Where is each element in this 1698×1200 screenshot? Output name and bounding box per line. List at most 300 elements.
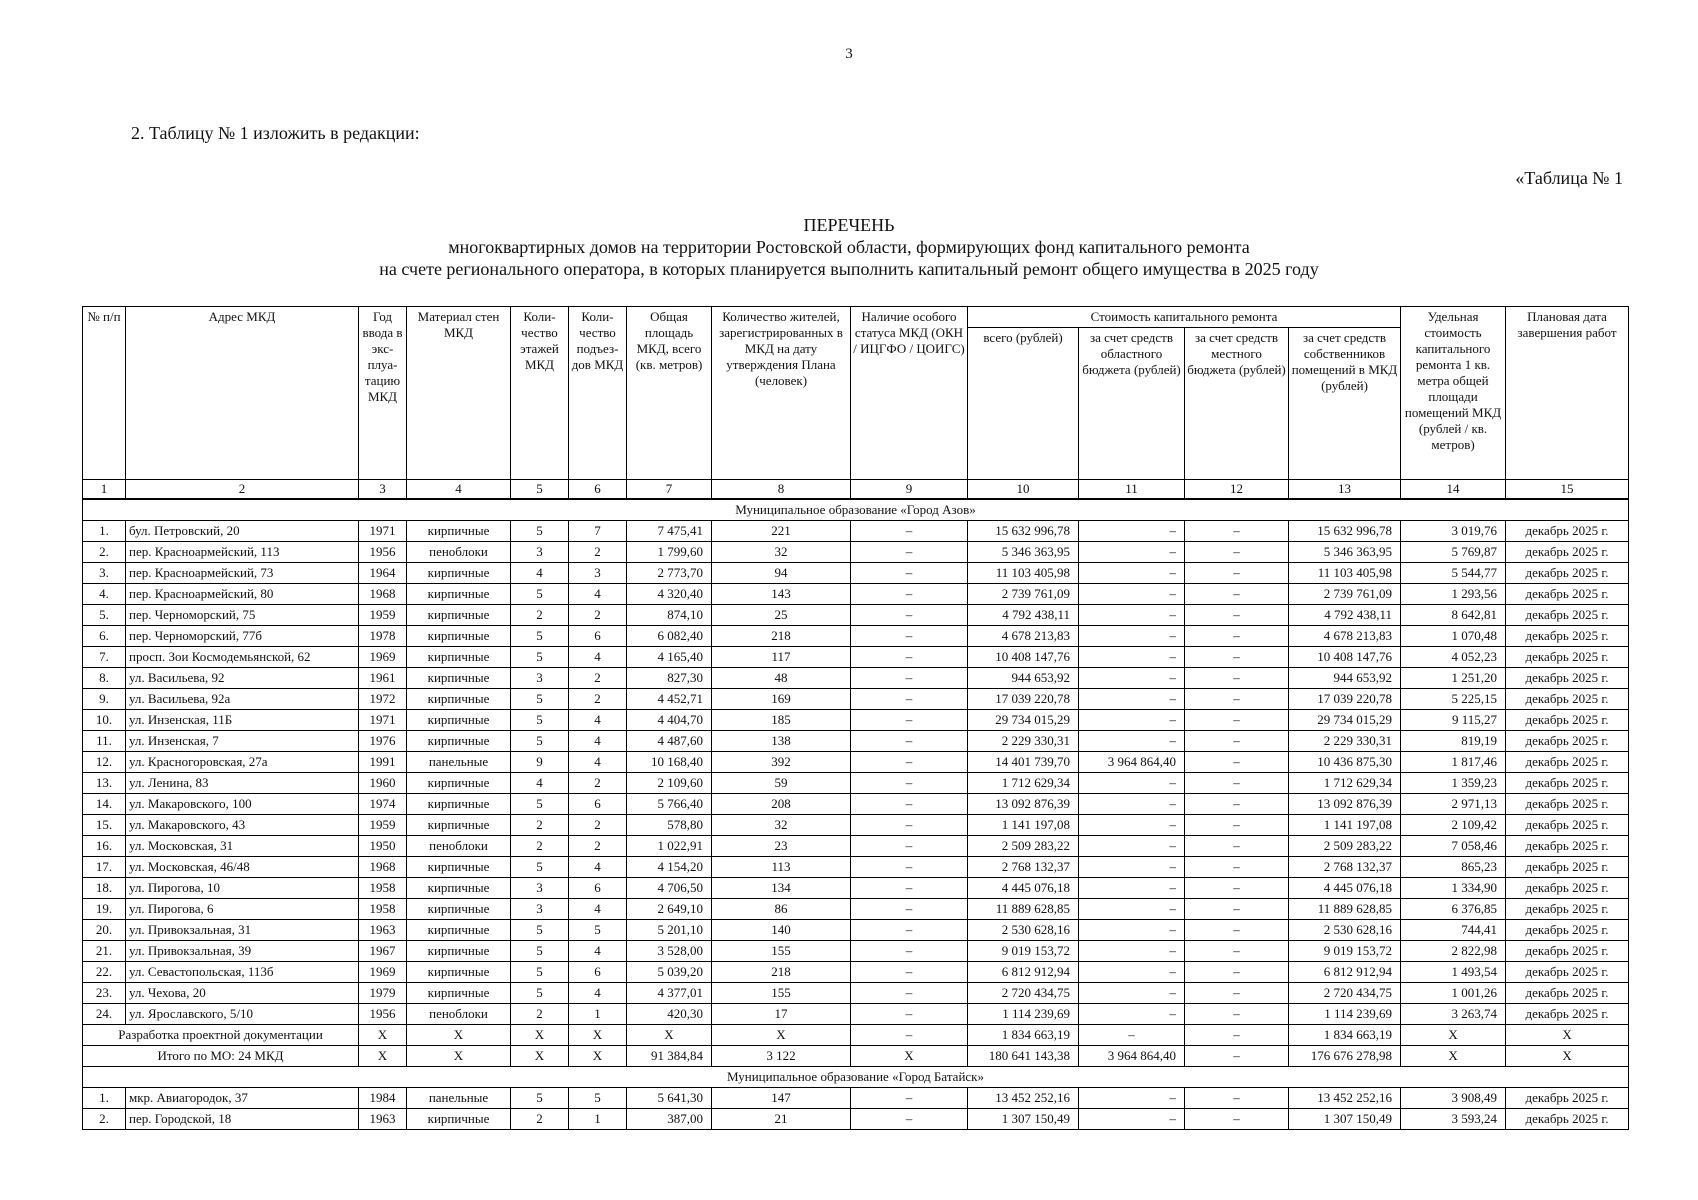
cell-cost-total: 2 720 434,75: [968, 983, 1079, 1004]
cell-residents: 59: [712, 773, 851, 794]
cell-cost-owners: 10 408 147,76: [1289, 647, 1401, 668]
cell-special-status: –: [851, 773, 968, 794]
cell-address: ул. Чехова, 20: [126, 983, 359, 1004]
cell-completion-date: декабрь 2025 г.: [1506, 626, 1629, 647]
summary-cell-year-built: X: [359, 1025, 407, 1046]
cell-address: ул. Пирогова, 10: [126, 878, 359, 899]
cell-cost-local: –: [1185, 920, 1289, 941]
cell-entrances: 4: [569, 752, 627, 773]
header-area: Общая площадь МКД, всего (кв. метров): [627, 307, 712, 480]
cell-residents: 155: [712, 941, 851, 962]
header-cost-local: за счет средств местного бюджета (рублей): [1185, 328, 1289, 480]
document-title: [0, 214, 1698, 280]
cell-unit-cost: 4 052,23: [1401, 647, 1506, 668]
cell-unit-cost: 2 971,13: [1401, 794, 1506, 815]
cell-entrances: 2: [569, 815, 627, 836]
cell-cost-local: –: [1185, 878, 1289, 899]
cell-residents: 155: [712, 983, 851, 1004]
cell-entrances: 4: [569, 857, 627, 878]
cell-address: ул. Пирогова, 6: [126, 899, 359, 920]
cell-row-number: 2.: [83, 1109, 126, 1130]
cell-cost-regional: –: [1079, 710, 1185, 731]
cell-special-status: –: [851, 1109, 968, 1130]
cell-cost-local: –: [1185, 689, 1289, 710]
column-number: 15: [1506, 480, 1629, 500]
cell-cost-owners: 9 019 153,72: [1289, 941, 1401, 962]
cell-year-built: 1971: [359, 521, 407, 542]
column-number: 11: [1079, 480, 1185, 500]
cell-unit-cost: 7 058,46: [1401, 836, 1506, 857]
cell-entrances: 4: [569, 731, 627, 752]
cell-cost-total: 13 092 876,39: [968, 794, 1079, 815]
cell-cost-owners: 944 653,92: [1289, 668, 1401, 689]
cell-total-area: 1 022,91: [627, 836, 712, 857]
cell-cost-total: 2 530 628,16: [968, 920, 1079, 941]
cell-cost-regional: –: [1079, 689, 1185, 710]
cell-total-area: 874,10: [627, 605, 712, 626]
cell-floors: 3: [511, 542, 569, 563]
summary-label: Итого по МО: 24 МКД: [83, 1046, 359, 1067]
cell-cost-owners: 6 812 912,94: [1289, 962, 1401, 983]
table-body: [83, 499, 1629, 1130]
column-number: 4: [407, 480, 511, 500]
cell-residents: 218: [712, 962, 851, 983]
cell-unit-cost: 3 908,49: [1401, 1088, 1506, 1109]
cell-cost-local: –: [1185, 521, 1289, 542]
summary-row: [83, 1046, 1629, 1067]
table-row: [83, 752, 1629, 773]
cell-residents: 94: [712, 563, 851, 584]
cell-cost-total: 11 889 628,85: [968, 899, 1079, 920]
cell-cost-total: 1 307 150,49: [968, 1109, 1079, 1130]
cell-residents: 32: [712, 542, 851, 563]
cell-cost-regional: –: [1079, 563, 1185, 584]
cell-floors: 5: [511, 962, 569, 983]
table-row: [83, 521, 1629, 542]
cell-floors: 3: [511, 899, 569, 920]
cell-cost-total: 2 768 132,37: [968, 857, 1079, 878]
cell-year-built: 1958: [359, 878, 407, 899]
summary-cell-special-status: –: [851, 1025, 968, 1046]
table-row: [83, 542, 1629, 563]
cell-entrances: 4: [569, 899, 627, 920]
cell-floors: 5: [511, 689, 569, 710]
cell-completion-date: декабрь 2025 г.: [1506, 668, 1629, 689]
cell-row-number: 15.: [83, 815, 126, 836]
cell-entrances: 2: [569, 605, 627, 626]
cell-floors: 9: [511, 752, 569, 773]
cell-completion-date: декабрь 2025 г.: [1506, 647, 1629, 668]
cell-completion-date: декабрь 2025 г.: [1506, 836, 1629, 857]
cell-total-area: 387,00: [627, 1109, 712, 1130]
cell-residents: 140: [712, 920, 851, 941]
cell-residents: 147: [712, 1088, 851, 1109]
cell-cost-total: 11 103 405,98: [968, 563, 1079, 584]
summary-cell-cost-local: –: [1185, 1025, 1289, 1046]
cell-wall-material: кирпичные: [407, 815, 511, 836]
cell-year-built: 1958: [359, 899, 407, 920]
cell-wall-material: кирпичные: [407, 773, 511, 794]
cell-unit-cost: 5 544,77: [1401, 563, 1506, 584]
cell-year-built: 1991: [359, 752, 407, 773]
cell-cost-total: 2 229 330,31: [968, 731, 1079, 752]
cell-cost-total: 10 408 147,76: [968, 647, 1079, 668]
cell-wall-material: кирпичные: [407, 920, 511, 941]
table-row: [83, 941, 1629, 962]
table-row: [83, 689, 1629, 710]
summary-row: [83, 1025, 1629, 1046]
cell-residents: 86: [712, 899, 851, 920]
table-row: [83, 668, 1629, 689]
header-special-status: Наличие особого статуса МКД (ОКН / ИЦГФО / ЦОИГС): [851, 307, 968, 480]
cell-year-built: 1984: [359, 1088, 407, 1109]
cell-entrances: 7: [569, 521, 627, 542]
cell-floors: 3: [511, 668, 569, 689]
cell-address: пер. Красноармейский, 73: [126, 563, 359, 584]
cell-completion-date: декабрь 2025 г.: [1506, 941, 1629, 962]
cell-total-area: 4 377,01: [627, 983, 712, 1004]
cell-special-status: –: [851, 668, 968, 689]
cell-total-area: 7 475,41: [627, 521, 712, 542]
header-cost-owners: за счет средств собственников помещений в МКД (рублей): [1289, 328, 1401, 480]
cell-cost-owners: 5 346 363,95: [1289, 542, 1401, 563]
cell-year-built: 1978: [359, 626, 407, 647]
table-row: [83, 794, 1629, 815]
cell-total-area: 4 320,40: [627, 584, 712, 605]
cell-completion-date: декабрь 2025 г.: [1506, 563, 1629, 584]
cell-unit-cost: 1 359,23: [1401, 773, 1506, 794]
cell-cost-total: 4 678 213,83: [968, 626, 1079, 647]
cell-row-number: 20.: [83, 920, 126, 941]
column-number: 10: [968, 480, 1079, 500]
houses-table: [82, 306, 1629, 1130]
cell-unit-cost: 1 493,54: [1401, 962, 1506, 983]
cell-cost-regional: –: [1079, 815, 1185, 836]
cell-row-number: 3.: [83, 563, 126, 584]
cell-special-status: –: [851, 626, 968, 647]
cell-special-status: –: [851, 689, 968, 710]
cell-row-number: 24.: [83, 1004, 126, 1025]
summary-cell-cost-local: –: [1185, 1046, 1289, 1067]
cell-cost-owners: 29 734 015,29: [1289, 710, 1401, 731]
cell-cost-total: 15 632 996,78: [968, 521, 1079, 542]
cell-special-status: –: [851, 731, 968, 752]
cell-cost-owners: 1 712 629,34: [1289, 773, 1401, 794]
table-row: [83, 626, 1629, 647]
table-row: [83, 836, 1629, 857]
cell-year-built: 1963: [359, 1109, 407, 1130]
cell-address: ул. Васильева, 92а: [126, 689, 359, 710]
cell-entrances: 6: [569, 794, 627, 815]
cell-cost-owners: 17 039 220,78: [1289, 689, 1401, 710]
column-number: 1: [83, 480, 126, 500]
cell-cost-local: –: [1185, 1088, 1289, 1109]
summary-cell-cost-owners: 176 676 278,98: [1289, 1046, 1401, 1067]
cell-special-status: –: [851, 605, 968, 626]
cell-address: просп. Зои Космодемьянской, 62: [126, 647, 359, 668]
cell-cost-owners: 2 768 132,37: [1289, 857, 1401, 878]
summary-cell-special-status: X: [851, 1046, 968, 1067]
cell-completion-date: декабрь 2025 г.: [1506, 710, 1629, 731]
cell-cost-local: –: [1185, 941, 1289, 962]
table-row: [83, 899, 1629, 920]
cell-row-number: 5.: [83, 605, 126, 626]
cell-unit-cost: 2 822,98: [1401, 941, 1506, 962]
cell-entrances: 4: [569, 647, 627, 668]
summary-cell-unit-cost: X: [1401, 1046, 1506, 1067]
cell-cost-owners: 1 141 197,08: [1289, 815, 1401, 836]
cell-completion-date: декабрь 2025 г.: [1506, 1088, 1629, 1109]
cell-wall-material: кирпичные: [407, 794, 511, 815]
cell-year-built: 1963: [359, 920, 407, 941]
cell-special-status: –: [851, 857, 968, 878]
cell-cost-local: –: [1185, 815, 1289, 836]
table-row: [83, 605, 1629, 626]
summary-cell-floors: X: [511, 1046, 569, 1067]
header-wall-material: Материал стен МКД: [407, 307, 511, 480]
cell-cost-local: –: [1185, 1109, 1289, 1130]
cell-address: ул. Московская, 31: [126, 836, 359, 857]
cell-address: ул. Московская, 46/48: [126, 857, 359, 878]
cell-completion-date: декабрь 2025 г.: [1506, 752, 1629, 773]
section-title: Муниципальное образование «Город Азов»: [83, 499, 1629, 521]
cell-cost-local: –: [1185, 983, 1289, 1004]
cell-floors: 5: [511, 584, 569, 605]
cell-total-area: 5 201,10: [627, 920, 712, 941]
cell-address: пер. Городской, 18: [126, 1109, 359, 1130]
cell-row-number: 4.: [83, 584, 126, 605]
cell-cost-total: 4 792 438,11: [968, 605, 1079, 626]
cell-year-built: 1968: [359, 857, 407, 878]
cell-cost-owners: 2 720 434,75: [1289, 983, 1401, 1004]
cell-cost-total: 2 739 761,09: [968, 584, 1079, 605]
cell-completion-date: декабрь 2025 г.: [1506, 689, 1629, 710]
cell-wall-material: кирпичные: [407, 878, 511, 899]
cell-address: мкр. Авиагородок, 37: [126, 1088, 359, 1109]
cell-row-number: 18.: [83, 878, 126, 899]
cell-completion-date: декабрь 2025 г.: [1506, 542, 1629, 563]
cell-total-area: 1 799,60: [627, 542, 712, 563]
cell-cost-owners: 2 530 628,16: [1289, 920, 1401, 941]
section-header-row: [83, 499, 1629, 521]
cell-cost-regional: –: [1079, 584, 1185, 605]
cell-cost-owners: 15 632 996,78: [1289, 521, 1401, 542]
cell-address: бул. Петровский, 20: [126, 521, 359, 542]
cell-special-status: –: [851, 584, 968, 605]
cell-year-built: 1956: [359, 1004, 407, 1025]
cell-residents: 208: [712, 794, 851, 815]
cell-address: ул. Привокзальная, 31: [126, 920, 359, 941]
cell-special-status: –: [851, 962, 968, 983]
cell-cost-regional: 3 964 864,40: [1079, 752, 1185, 773]
cell-residents: 48: [712, 668, 851, 689]
cell-cost-local: –: [1185, 962, 1289, 983]
table-row: [83, 647, 1629, 668]
cell-wall-material: кирпичные: [407, 962, 511, 983]
cell-cost-regional: –: [1079, 794, 1185, 815]
cell-cost-local: –: [1185, 731, 1289, 752]
table-row: [83, 962, 1629, 983]
table-row: [83, 710, 1629, 731]
cell-cost-local: –: [1185, 857, 1289, 878]
cell-special-status: –: [851, 521, 968, 542]
cell-residents: 169: [712, 689, 851, 710]
cell-cost-local: –: [1185, 647, 1289, 668]
cell-total-area: 2 773,70: [627, 563, 712, 584]
column-number: 8: [712, 480, 851, 500]
cell-unit-cost: 5 769,87: [1401, 542, 1506, 563]
cell-entrances: 4: [569, 710, 627, 731]
cell-address: пер. Красноармейский, 80: [126, 584, 359, 605]
cell-cost-regional: –: [1079, 605, 1185, 626]
cell-address: ул. Инзенская, 7: [126, 731, 359, 752]
cell-special-status: –: [851, 1004, 968, 1025]
column-numbers-row: [83, 480, 1629, 500]
cell-floors: 5: [511, 920, 569, 941]
table-row: [83, 983, 1629, 1004]
column-number: 12: [1185, 480, 1289, 500]
cell-row-number: 6.: [83, 626, 126, 647]
title-line-2: многоквартирных домов на территории Ростовской области, формирующих фонд капитального ремонта: [448, 237, 1250, 257]
cell-wall-material: кирпичные: [407, 563, 511, 584]
cell-row-number: 14.: [83, 794, 126, 815]
cell-address: пер. Красноармейский, 113: [126, 542, 359, 563]
cell-address: ул. Инзенская, 11Б: [126, 710, 359, 731]
cell-wall-material: кирпичные: [407, 605, 511, 626]
cell-floors: 5: [511, 857, 569, 878]
summary-cell-year-built: X: [359, 1046, 407, 1067]
cell-cost-owners: 2 509 283,22: [1289, 836, 1401, 857]
cell-row-number: 2.: [83, 542, 126, 563]
cell-cost-total: 6 812 912,94: [968, 962, 1079, 983]
cell-completion-date: декабрь 2025 г.: [1506, 815, 1629, 836]
cell-year-built: 1964: [359, 563, 407, 584]
header-floors: Коли-чество этажей МКД: [511, 307, 569, 480]
intro-text: 2. Таблицу № 1 изложить в редакции:: [131, 123, 420, 143]
cell-cost-owners: 2 229 330,31: [1289, 731, 1401, 752]
cell-cost-regional: –: [1079, 542, 1185, 563]
cell-special-status: –: [851, 647, 968, 668]
cell-residents: 25: [712, 605, 851, 626]
cell-year-built: 1950: [359, 836, 407, 857]
cell-floors: 2: [511, 815, 569, 836]
cell-cost-local: –: [1185, 794, 1289, 815]
cell-year-built: 1972: [359, 689, 407, 710]
cell-row-number: 11.: [83, 731, 126, 752]
header-unit-cost: Удельная стоимость капитального ремонта 1 кв. метра общей площади помещений МКД (рублей / кв. метров): [1401, 307, 1506, 480]
cell-total-area: 4 154,20: [627, 857, 712, 878]
cell-special-status: –: [851, 794, 968, 815]
title-line-1: ПЕРЕЧЕНЬ: [803, 215, 895, 235]
table-row: [83, 1109, 1629, 1130]
cell-row-number: 9.: [83, 689, 126, 710]
summary-cell-entrances: X: [569, 1046, 627, 1067]
cell-wall-material: пеноблоки: [407, 542, 511, 563]
cell-address: ул. Макаровского, 43: [126, 815, 359, 836]
cell-cost-total: 9 019 153,72: [968, 941, 1079, 962]
cell-wall-material: кирпичные: [407, 1109, 511, 1130]
cell-total-area: 2 649,10: [627, 899, 712, 920]
cell-cost-regional: –: [1079, 941, 1185, 962]
cell-special-status: –: [851, 941, 968, 962]
cell-completion-date: декабрь 2025 г.: [1506, 773, 1629, 794]
cell-cost-owners: 1 114 239,69: [1289, 1004, 1401, 1025]
cell-entrances: 2: [569, 689, 627, 710]
cell-cost-total: 13 452 252,16: [968, 1088, 1079, 1109]
cell-unit-cost: 1 293,56: [1401, 584, 1506, 605]
summary-cell-completion-date: X: [1506, 1025, 1629, 1046]
summary-cell-total-area: X: [627, 1025, 712, 1046]
cell-entrances: 6: [569, 626, 627, 647]
cell-residents: 17: [712, 1004, 851, 1025]
cell-row-number: 17.: [83, 857, 126, 878]
cell-cost-owners: 13 092 876,39: [1289, 794, 1401, 815]
cell-completion-date: декабрь 2025 г.: [1506, 584, 1629, 605]
summary-cell-cost-regional: –: [1079, 1025, 1185, 1046]
table-row: [83, 878, 1629, 899]
cell-cost-total: 29 734 015,29: [968, 710, 1079, 731]
cell-completion-date: декабрь 2025 г.: [1506, 605, 1629, 626]
cell-row-number: 13.: [83, 773, 126, 794]
column-number: 5: [511, 480, 569, 500]
cell-address: ул. Привокзальная, 39: [126, 941, 359, 962]
header-address: Адрес МКД: [126, 307, 359, 480]
cell-cost-local: –: [1185, 563, 1289, 584]
cell-completion-date: декабрь 2025 г.: [1506, 857, 1629, 878]
cell-year-built: 1959: [359, 815, 407, 836]
cell-cost-local: –: [1185, 773, 1289, 794]
cell-completion-date: декабрь 2025 г.: [1506, 962, 1629, 983]
cell-cost-total: 944 653,92: [968, 668, 1079, 689]
header-entrances: Коли-чество подъез-дов МКД: [569, 307, 627, 480]
cell-year-built: 1974: [359, 794, 407, 815]
cell-cost-total: 14 401 739,70: [968, 752, 1079, 773]
cell-entrances: 2: [569, 773, 627, 794]
cell-completion-date: декабрь 2025 г.: [1506, 920, 1629, 941]
cell-residents: 134: [712, 878, 851, 899]
column-number: 14: [1401, 480, 1506, 500]
summary-cell-cost-owners: 1 834 663,19: [1289, 1025, 1401, 1046]
cell-entrances: 5: [569, 920, 627, 941]
column-number: 3: [359, 480, 407, 500]
cell-unit-cost: 3 019,76: [1401, 521, 1506, 542]
cell-total-area: 5 766,40: [627, 794, 712, 815]
cell-total-area: 4 165,40: [627, 647, 712, 668]
cell-entrances: 2: [569, 542, 627, 563]
cell-row-number: 1.: [83, 1088, 126, 1109]
cell-row-number: 10.: [83, 710, 126, 731]
cell-total-area: 4 706,50: [627, 878, 712, 899]
cell-wall-material: кирпичные: [407, 941, 511, 962]
cell-special-status: –: [851, 752, 968, 773]
cell-row-number: 22.: [83, 962, 126, 983]
cell-special-status: –: [851, 899, 968, 920]
cell-entrances: 4: [569, 941, 627, 962]
cell-wall-material: кирпичные: [407, 668, 511, 689]
cell-completion-date: декабрь 2025 г.: [1506, 983, 1629, 1004]
cell-entrances: 5: [569, 1088, 627, 1109]
cell-wall-material: кирпичные: [407, 731, 511, 752]
cell-entrances: 4: [569, 584, 627, 605]
cell-wall-material: панельные: [407, 752, 511, 773]
cell-entrances: 6: [569, 878, 627, 899]
cell-cost-regional: –: [1079, 731, 1185, 752]
header-cost-total: всего (рублей): [968, 328, 1079, 480]
cell-cost-local: –: [1185, 668, 1289, 689]
cell-cost-regional: –: [1079, 899, 1185, 920]
cell-floors: 5: [511, 983, 569, 1004]
cell-unit-cost: 1 070,48: [1401, 626, 1506, 647]
